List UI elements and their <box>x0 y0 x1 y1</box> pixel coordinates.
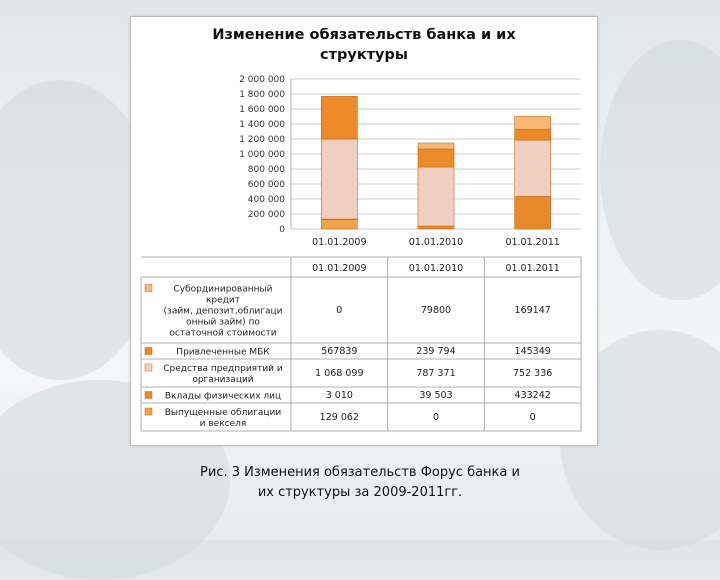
bar-segment <box>418 149 454 167</box>
legend-swatch <box>145 392 152 399</box>
legend-swatch <box>145 285 152 292</box>
bar-segment <box>515 116 551 129</box>
data-value: 39 503 <box>419 390 453 401</box>
data-value: 3 010 <box>325 390 353 401</box>
data-value: 1 068 099 <box>315 368 364 379</box>
x-tick-label: 01.01.2010 <box>408 237 464 248</box>
caption-line1: Рис. 3 Изменения обязательств Форус банка и <box>200 465 520 480</box>
background-snow <box>600 40 720 300</box>
bar-segment <box>515 129 551 140</box>
data-value: 79800 <box>420 305 452 316</box>
bar-segment <box>418 167 454 226</box>
y-tick-label: 800 000 <box>247 165 285 175</box>
y-tick-label: 2 000 000 <box>239 75 285 85</box>
legend-label: Средства предприятий и <box>163 364 283 374</box>
legend-swatch <box>145 348 152 355</box>
data-value: 169147 <box>514 305 551 316</box>
y-tick-label: 1 000 000 <box>239 150 285 160</box>
legend-label: Привлеченные МБК <box>176 347 270 358</box>
bar-segment <box>321 219 357 229</box>
legend-label: и векселя <box>199 419 247 429</box>
y-tick-label: 400 000 <box>247 195 285 205</box>
bar-segment <box>515 197 551 229</box>
legend-label: онный займ) по <box>186 317 260 328</box>
bar-segment <box>515 140 551 196</box>
legend-label: Вклады физических лиц <box>164 391 282 402</box>
legend-label: организаций <box>192 375 254 385</box>
legend-label: (займ, депозит,облигаци <box>163 306 283 317</box>
bar-segment <box>418 143 454 149</box>
y-tick-label: 1 600 000 <box>239 105 285 115</box>
caption-line2: их структуры за 2009-2011гг. <box>257 485 463 500</box>
data-value: 567839 <box>321 346 358 357</box>
legend-label: Субординированный <box>173 284 273 295</box>
y-tick-label: 1 200 000 <box>239 135 285 145</box>
y-tick-label: 200 000 <box>247 210 285 220</box>
table-header-date: 01.01.2010 <box>408 263 464 274</box>
data-value: 0 <box>529 412 536 423</box>
table-header-date: 01.01.2011 <box>505 263 560 274</box>
x-tick-label: 01.01.2011 <box>505 237 560 248</box>
bar-segment <box>321 96 357 139</box>
data-value: 129 062 <box>319 412 359 423</box>
data-value: 0 <box>432 412 440 423</box>
y-tick-label: 0 <box>279 225 285 235</box>
bar-segment <box>321 139 357 219</box>
stacked-bar-chart <box>131 17 597 445</box>
x-tick-label: 01.01.2009 <box>312 237 367 248</box>
data-value: 787 371 <box>416 368 456 379</box>
y-tick-label: 1 400 000 <box>239 120 285 130</box>
data-value: 0 <box>336 305 343 316</box>
bar-segment <box>418 226 454 229</box>
chart-frame <box>130 16 598 446</box>
legend-swatch <box>145 408 152 415</box>
chart-title-line2: структуры <box>319 47 409 63</box>
legend-label: остаточной стоимости <box>169 328 277 339</box>
y-tick-label: 1 800 000 <box>239 90 285 100</box>
figure-caption <box>150 463 570 503</box>
chart-title-line1: Изменение обязательств банка и их <box>212 27 516 43</box>
data-value: 239 794 <box>416 346 456 357</box>
data-value: 433242 <box>514 390 551 401</box>
legend-swatch <box>145 364 152 371</box>
legend-label: кредит <box>205 295 241 306</box>
data-value: 145349 <box>514 346 551 357</box>
data-value: 752 336 <box>513 368 553 379</box>
legend-label: Выпущенные облигации <box>164 408 282 418</box>
y-tick-label: 600 000 <box>247 180 285 190</box>
table-header-date: 01.01.2009 <box>312 263 367 274</box>
